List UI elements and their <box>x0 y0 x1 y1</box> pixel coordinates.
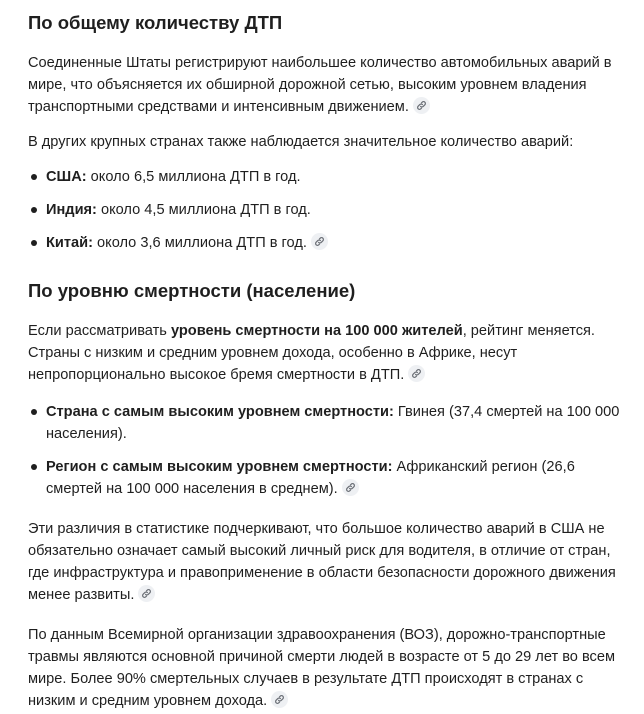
list-item <box>46 232 624 254</box>
heading-total-accidents: По общему количеству ДТП <box>28 12 283 33</box>
list-item-label: США: <box>46 169 87 185</box>
country-accidents-list <box>28 166 624 254</box>
heading-mortality: По уровню смертности (население) <box>28 280 356 301</box>
paragraph-text: По данным Всемирной организации здравоохранения (ВОЗ), дорожно-транспортные травмы являются основной причиной смерти людей в возрасте от 5 до 29 лет во всем мире. Более 90% смертельных случаев в результате ДТП происходят в странах с низким и средним уровнем дохода. <box>28 627 615 709</box>
list-item-text: Гвинея (37,4 смертей на 100 000 населения). <box>46 404 620 442</box>
list-item <box>46 166 624 188</box>
paragraph-text: Эти различия в статистике подчеркивают, что большое количество аварий в США не обязательно означает самый высокий личный риск для водителя, в отличие от стран, где инфраструктура и правоприменение в области безопасности дорожного движения менее развиты. <box>28 521 616 603</box>
source-link-icon[interactable] <box>408 365 425 382</box>
list-item-label: Индия: <box>46 202 97 218</box>
paragraph-emphasis: уровень смертности на 100 000 жителей <box>170 323 463 339</box>
list-item-text: около 4,5 миллиона ДТП в год. <box>96 202 311 218</box>
list-item-label: Китай: <box>46 235 93 251</box>
source-link-icon[interactable] <box>138 585 155 602</box>
mortality-list <box>28 401 624 500</box>
paragraph-statistics-note <box>28 518 624 606</box>
list-item-label: Регион с самым высоким уровнем смертности: <box>46 459 393 475</box>
list-item <box>46 456 624 500</box>
source-link-icon[interactable] <box>271 691 288 708</box>
list-item-text: Африканский регион (26,6 смертей на 100 000 населения в среднем). <box>46 459 575 497</box>
list-item <box>46 199 624 221</box>
source-link-icon[interactable] <box>342 479 359 496</box>
list-item-text: около 6,5 миллиона ДТП в год. <box>86 169 301 185</box>
list-item-text: около 3,6 миллиона ДТП в год. <box>92 235 307 251</box>
paragraph-text: , рейтинг меняется. Страны с низким и средним уровнем дохода, особенно в Африке, несут непропорционально высокое бремя смертности в ДТП. <box>28 323 595 383</box>
list-item-label: Страна с самым высоким уровнем смертности: <box>46 404 394 420</box>
paragraph-text: Соединенные Штаты регистрируют наибольшее количество автомобильных аварий в мире, что объясняется их обширной дорожной сетью, высоким уровнем владения транспортными средствами и интенсивным движением. <box>28 55 612 115</box>
paragraph-mortality-intro <box>28 320 624 386</box>
paragraph-who-data <box>28 624 624 712</box>
list-item <box>46 401 624 445</box>
source-link-icon[interactable] <box>413 97 430 114</box>
paragraph-usa-intro <box>28 52 624 118</box>
source-link-icon[interactable] <box>311 233 328 250</box>
paragraph-text: Если рассматривать <box>28 323 171 339</box>
paragraph-other-countries: В других крупных странах также наблюдается значительное количество аварий: <box>28 134 574 150</box>
